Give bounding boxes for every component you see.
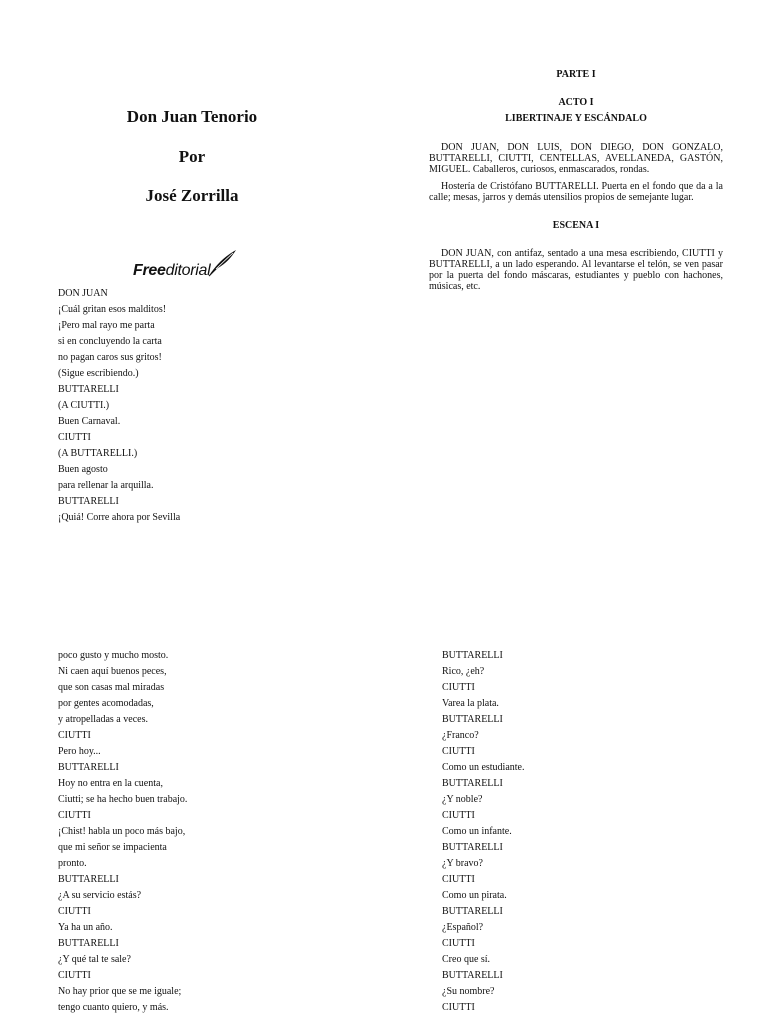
act-heading: ACTO I [558,97,594,108]
verse-line: BUTTARELLI [58,762,119,773]
verse-line: Como un estudiante. [442,762,525,773]
verse-line: DON JUAN [58,288,108,299]
verse-line: BUTTARELLI [442,778,503,789]
verse-line: BUTTARELLI [58,496,119,507]
verse-line: Buen agosto [58,464,108,475]
verse-line: para rellenar la arquilla. [58,480,154,491]
verse-line: No hay prior que se me iguale; [58,986,182,997]
verse-line: (A CIUTTI.) [58,400,110,411]
setting-paragraph: Hostería de Cristófano BUTTARELLI. Puerta en el fondo que da a la calle; mesas, jarros y demás utensilios propios de semejante lugar. [429,181,723,203]
verse-line: ¿Y bravo? [442,858,483,869]
verse-line: no pagan caros sus gritos! [58,352,162,363]
verse-line: ¿Y noble? [442,794,483,805]
verse-line: CIUTTI [442,874,475,885]
verse-line: ¡Chist! habla un poco más bajo, [58,826,186,837]
verse-line: que mi señor se impacienta [58,842,167,853]
verse-line: poco gusto y mucho mosto. [58,650,169,661]
verse-line: BUTTARELLI [442,714,503,725]
verse-line: por gentes acomodadas, [58,698,154,709]
verse-line: Rico, ¿eh? [442,666,485,677]
verse-line: Como un pirata. [442,890,507,901]
verse-line: Creo que sí. [442,954,491,965]
verse-line: (Sigue escribiendo.) [58,368,139,379]
logo-free-text: Free [133,262,166,279]
verse-line: BUTTARELLI [58,384,119,395]
verse-line: ¿A su servicio estás? [58,890,142,901]
verse-line: ¿Franco? [442,730,479,741]
verse-line: ¡Quiá! Corre ahora por Sevilla [58,512,181,523]
verse-line: CIUTTI [58,906,91,917]
verse-line: CIUTTI [442,682,475,693]
verse-line: CIUTTI [442,938,475,949]
verse-line: Pero hoy... [58,746,101,757]
verse-line: ¡Pero mal rayo me parta [58,320,155,331]
verse-line: ¡Cuál gritan esos malditos! [58,304,167,315]
verse-line: BUTTARELLI [58,874,119,885]
verse-line: Ni caen aquí buenos peces, [58,666,167,677]
logo-ditorial-text: ditorial [165,262,211,279]
verse-line: Como un infante. [442,826,512,837]
verse-line: ¿Español? [442,922,484,933]
verse-line: Buen Carnaval. [58,416,121,427]
verse-line: BUTTARELLI [442,970,503,981]
quill-feather-icon [208,248,238,278]
verse-line: CIUTTI [58,730,91,741]
scene-heading: ESCENA I [552,220,600,231]
verse-block-page-2 [58,648,187,1016]
verse-line: CIUTTI [58,970,91,981]
verse-line: BUTTARELLI [442,906,503,917]
verse-line: que son casas mal miradas [58,682,165,693]
freeditorial-logo [133,250,238,280]
author-name: José Zorrilla [145,186,239,205]
verse-line: tengo cuanto quiero, y más. [58,1002,169,1013]
book-title: Don Juan Tenorio [126,107,258,126]
verse-line: Ciutti; se ha hecho buen trabajo. [58,794,188,805]
verse-line: BUTTARELLI [442,842,503,853]
verse-line: Varea la plata. [442,698,499,709]
stage-direction: DON JUAN, con antifaz, sentado a una mesa escribiendo, CIUTTI y BUTTARELLI, a un lado esperando. Al levantarse el telón, se ven pasar por la puerta del fondo máscaras, estudiantes y pueblo con hachones, músicas, etc. [429,248,723,292]
verse-block-page-1 [58,286,180,526]
verse-line: ¿Su nombre? [442,986,495,997]
text-page-1 [384,0,768,600]
verse-line: CIUTTI [58,432,91,443]
verse-block-page-3 [442,648,525,1016]
verse-line: pronto. [58,858,87,869]
verse-line: si en concluyendo la carta [58,336,162,347]
verse-line: Ya ha un año. [58,922,113,933]
verse-line: CIUTTI [58,810,91,821]
verse-line: y atropelladas a veces. [58,714,148,725]
verse-line: CIUTTI [442,746,475,757]
verse-line: CIUTTI [442,810,475,821]
by-label: Por [178,147,206,166]
verse-line: CIUTTI [442,1002,475,1013]
part-heading: PARTE I [556,69,596,80]
verse-line: ¿Y qué tal te sale? [58,954,131,965]
verse-line: (A BUTTARELLI.) [58,448,138,459]
act-subtitle: LIBERTINAJE Y ESCÁNDALO [505,113,647,124]
verse-line: BUTTARELLI [58,938,119,949]
verse-line: Hoy no entra en la cuenta, [58,778,163,789]
verse-line: BUTTARELLI [442,650,503,661]
characters-paragraph: DON JUAN, DON LUIS, DON DIEGO, DON GONZALO, BUTTARELLI, CIUTTI, CENTELLAS, AVELLANEDA, GASTÓN, MIGUEL. Caballeros, curiosos, enmascarados, rondas. [429,142,723,175]
